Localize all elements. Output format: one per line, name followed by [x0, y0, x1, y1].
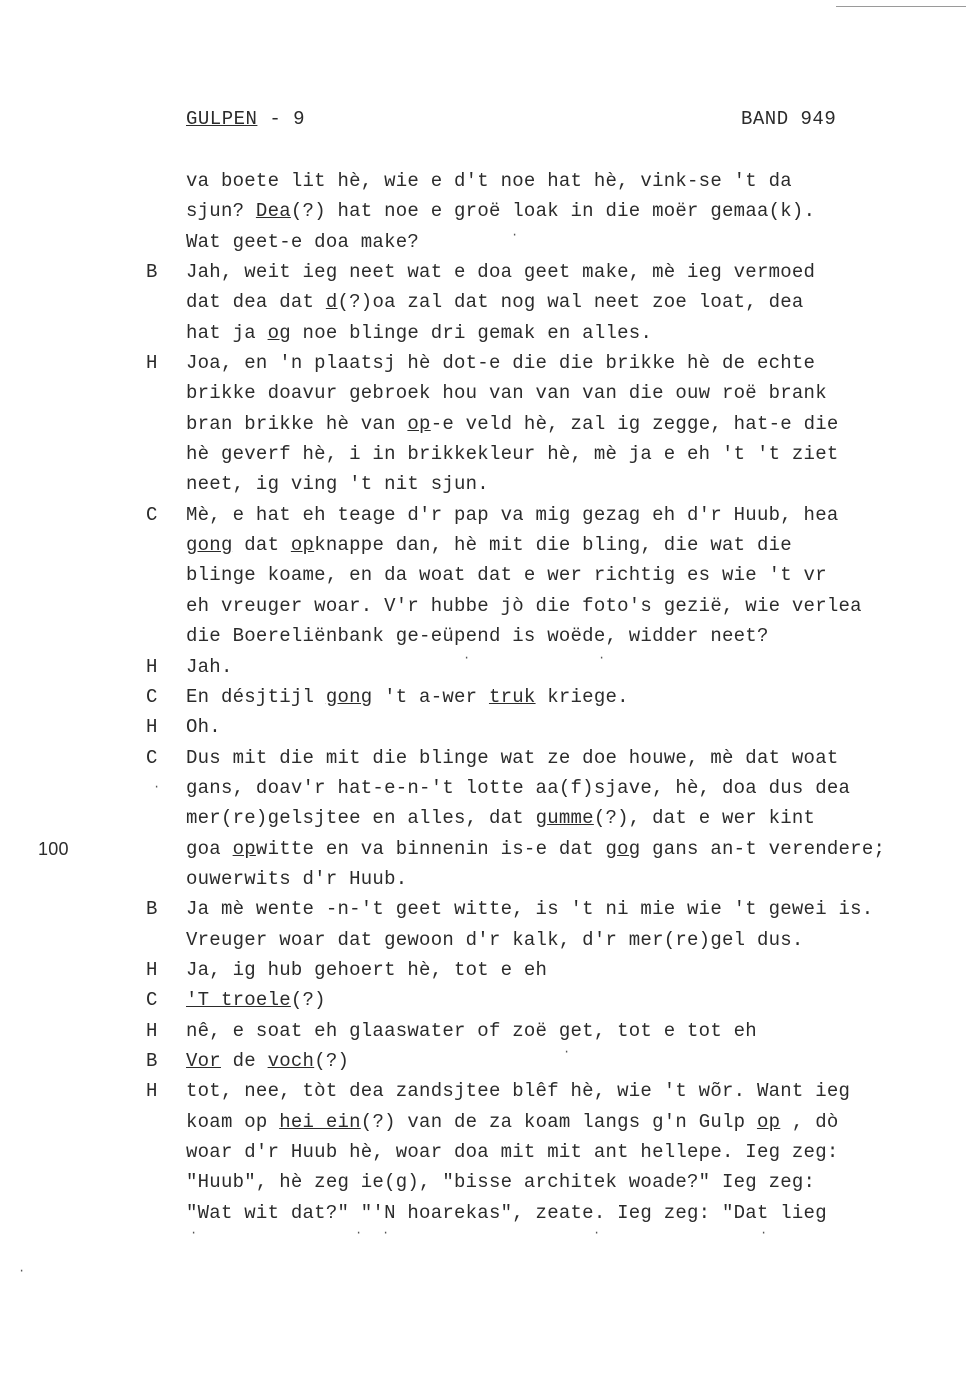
line-text — [186, 925, 804, 955]
transcript-line — [0, 469, 966, 499]
text-segment: -e veld hè, zal ig zegge, hat-e die — [430, 412, 839, 435]
scan-speck: · — [598, 651, 606, 665]
text-segment: hè geverf hè, i in brikkekleur hè, mè ja e eh 't 't ziet — [186, 443, 839, 466]
transcript-line — [0, 166, 966, 196]
text-segment: Mè, e hat eh teage d'r pap va mig gezag eh d'r Huub, hea — [186, 503, 839, 526]
speaker-label: H — [146, 716, 158, 739]
line-text — [186, 378, 827, 408]
text-segment: Ja, ig hub gehoert hè, tot e eh — [186, 958, 548, 981]
text-segment: bran brikke hè van — [186, 412, 408, 435]
text-segment: 't a-wer — [372, 685, 489, 708]
text-segment: hat ja — [186, 321, 268, 344]
underlined-segment: gong — [325, 685, 373, 708]
line-text — [186, 1167, 815, 1197]
transcript-line — [0, 227, 966, 257]
underlined-segment: op — [232, 837, 256, 860]
line-text — [186, 1198, 827, 1228]
header-separator: - — [257, 108, 294, 130]
line-text — [186, 500, 839, 530]
transcript-line — [0, 712, 966, 742]
scan-speck: · — [355, 1226, 363, 1240]
text-segment: ouwerwits d'r Huub. — [186, 867, 408, 890]
transcript-line — [0, 652, 966, 682]
speaker-label: H — [146, 352, 158, 375]
line-text — [186, 1016, 757, 1046]
line-text — [186, 439, 839, 469]
text-segment: Wat geet-e doa make? — [186, 230, 420, 253]
scan-speck: · — [190, 1226, 198, 1240]
line-text — [186, 985, 326, 1015]
transcript-line — [0, 560, 966, 590]
underlined-segment: gog — [605, 837, 641, 860]
line-text — [186, 591, 862, 621]
line-text — [186, 743, 839, 773]
scan-speck: · — [593, 1226, 601, 1240]
transcript-line — [0, 864, 966, 894]
speaker-label: B — [146, 898, 158, 921]
transcript-line — [0, 378, 966, 408]
underlined-segment: og — [267, 321, 291, 344]
line-text — [186, 257, 815, 287]
text-segment: sjun? — [186, 200, 256, 223]
line-text — [186, 1076, 850, 1106]
speaker-label: C — [146, 685, 158, 708]
text-segment: eh vreuger woar. V'r hubbe jò die foto's gezië, wie verlea — [186, 594, 862, 617]
text-segment: Ja mè wente -n-'t geet witte, is 't ni mie wie 't gewei is. — [186, 898, 874, 921]
text-segment: Oh. — [186, 716, 221, 739]
text-segment: gans an-t verendere; — [640, 837, 886, 860]
speaker-label: C — [146, 989, 158, 1012]
text-segment: goa — [186, 837, 233, 860]
underlined-segment: d — [325, 291, 338, 314]
underlined-segment: op — [290, 534, 315, 557]
underlined-segment: gumme — [535, 807, 594, 830]
line-text — [186, 773, 850, 803]
underlined-segment: voch — [267, 1049, 315, 1072]
transcript-line — [0, 591, 966, 621]
text-segment: kriege. — [535, 685, 629, 708]
transcript-line — [0, 743, 966, 773]
text-segment: noe blinge dri gemak en alles. — [290, 321, 653, 344]
page-header-location — [186, 108, 305, 130]
text-segment: de — [220, 1049, 268, 1072]
line-text — [186, 894, 873, 924]
text-segment: witte en va binnenin is-e dat — [255, 837, 606, 860]
line-text — [186, 712, 221, 742]
underlined-segment: Dea — [255, 200, 291, 223]
line-text — [186, 318, 652, 348]
line-text — [186, 530, 792, 560]
text-segment: tot, nee, tòt dea zandsjtee blêf hè, wie 't wõr. Want ieg — [186, 1080, 851, 1103]
transcript-line — [0, 1076, 966, 1106]
line-text — [186, 469, 489, 499]
text-segment: gans, doav'r hat-e-n-'t lotte aa(f)sjave, hè, doa dus dea — [186, 776, 851, 799]
transcript-line — [0, 925, 966, 955]
speaker-label: B — [146, 261, 158, 284]
scan-speck: · — [153, 780, 161, 794]
text-segment: mer(re)gelsjtee en alles, dat — [186, 807, 536, 830]
text-segment: blinge koame, en da woat dat e wer richtig es wie 't vr — [186, 564, 827, 587]
line-text — [186, 682, 629, 712]
line-text — [186, 1107, 839, 1137]
text-segment: koam op — [186, 1110, 280, 1133]
text-segment: brikke doavur gebroek hou van van van die ouw roë brank — [186, 382, 827, 405]
line-text — [186, 409, 839, 439]
text-segment: woar d'r Huub hè, woar doa mit mit ant hellepe. Ieg zeg: — [186, 1141, 839, 1163]
line-text — [186, 227, 419, 257]
transcript-line — [0, 834, 966, 864]
line-text — [186, 1137, 839, 1167]
line-text — [186, 864, 407, 894]
transcript-line — [0, 894, 966, 924]
line-number: 100 — [38, 838, 69, 859]
text-segment: "Wat wit dat?" "'N hoarekas", zeate. Ieg zeg: "Dat lieg — [186, 1201, 827, 1224]
underlined-segment: gong — [186, 534, 233, 557]
underlined-segment: op — [756, 1110, 781, 1133]
transcript-line — [0, 1167, 966, 1197]
text-segment: (?) van de za koam langs g'n Gulp — [360, 1110, 757, 1133]
transcript-line — [0, 439, 966, 469]
text-segment: Dus mit die mit die blinge wat ze doe houwe, mè dat woat — [186, 746, 839, 769]
underlined-segment: truk — [488, 685, 536, 708]
text-segment: En désjtijl — [186, 685, 326, 708]
text-segment: dat dea dat — [186, 291, 326, 314]
line-text — [186, 1046, 349, 1076]
text-segment: Jah, weit ieg neet wat e doa geet make, mè ieg vermoed — [186, 261, 816, 284]
line-text — [186, 621, 769, 651]
scan-speck: · — [463, 651, 471, 665]
text-segment: die Boereliënbank ge-eüpend is woëde, widder neet? — [186, 625, 769, 648]
speaker-label: B — [146, 1049, 158, 1072]
underlined-segment: op — [407, 412, 431, 435]
text-segment: Jah. — [186, 655, 233, 678]
header-page-number: 9 — [293, 108, 306, 130]
scan-speck: · — [760, 1226, 768, 1240]
text-segment: (?), dat e wer kint — [593, 807, 816, 830]
transcript-line — [0, 985, 966, 1015]
transcript-line — [0, 257, 966, 287]
transcript-line — [0, 955, 966, 985]
transcript-line — [0, 773, 966, 803]
scan-speck: · — [563, 1045, 571, 1059]
speaker-label: C — [146, 746, 158, 769]
text-segment: Vreuger woar dat gewoon d'r kalk, d'r mer(re)gel dus. — [186, 928, 804, 951]
transcript-line — [0, 1137, 966, 1167]
scan-speck: · — [511, 228, 519, 242]
transcript-line — [0, 318, 966, 348]
line-text — [186, 560, 827, 590]
text-segment: neet, ig ving 't nit sjun. — [186, 473, 489, 496]
speaker-label: H — [146, 1019, 158, 1042]
text-segment: va boete lit hè, wie e d't noe hat hè, vink-se 't da — [186, 170, 792, 192]
line-text — [186, 348, 815, 378]
text-segment: (?)oa zal dat nog wal neet zoe loat, dea — [337, 291, 804, 314]
transcript-line — [0, 682, 966, 712]
line-text — [186, 834, 885, 864]
line-text — [186, 652, 233, 682]
text-segment: Joa, en 'n plaatsj hè dot-e die die brikke hè de echte — [186, 352, 816, 375]
transcript-line — [0, 1107, 966, 1137]
line-text — [186, 803, 815, 833]
text-segment: "Huub", hè zeg ie(g), "bisse architek woade?" Ieg zeg: — [186, 1171, 816, 1194]
scan-speck: · — [382, 1226, 390, 1240]
underlined-segment: 'T troele — [186, 989, 291, 1012]
scan-speck: · — [18, 1264, 26, 1278]
text-segment: , dò — [780, 1110, 839, 1133]
text-segment: dat — [232, 534, 291, 557]
transcript-line — [0, 500, 966, 530]
text-segment: (?) — [314, 1049, 350, 1072]
text-segment: knappe dan, hè mit die bling, die wat die — [314, 534, 792, 557]
speaker-label: H — [146, 655, 158, 678]
transcript-line — [0, 1016, 966, 1046]
transcript-line — [0, 1198, 966, 1228]
transcript-line — [0, 196, 966, 226]
transcript-line — [0, 530, 966, 560]
underlined-segment: Vor — [186, 1049, 221, 1072]
text-segment: (?) hat noe e groë loak in die moër gemaa(k). — [290, 200, 816, 223]
transcript-line — [0, 803, 966, 833]
text-segment: (?) — [290, 989, 326, 1012]
transcript-line — [0, 348, 966, 378]
transcript-line — [0, 621, 966, 651]
header-place: GULPEN — [186, 108, 258, 130]
line-text — [186, 166, 792, 196]
speaker-label: H — [146, 1080, 158, 1103]
transcript-body — [0, 166, 966, 1228]
speaker-label: C — [146, 503, 158, 526]
underlined-segment: hei ein — [279, 1110, 361, 1133]
line-text — [186, 955, 547, 985]
transcript-line — [0, 1046, 966, 1076]
transcript-line — [0, 409, 966, 439]
page-header-band: BAND 949 — [741, 108, 837, 130]
speaker-label: H — [146, 958, 158, 981]
line-text — [186, 196, 815, 226]
line-text — [186, 287, 804, 317]
transcript-line — [0, 287, 966, 317]
top-edge-rule — [836, 6, 966, 7]
text-segment: nê, e soat eh glaaswater of zoë get, tot e tot eh — [186, 1019, 757, 1042]
